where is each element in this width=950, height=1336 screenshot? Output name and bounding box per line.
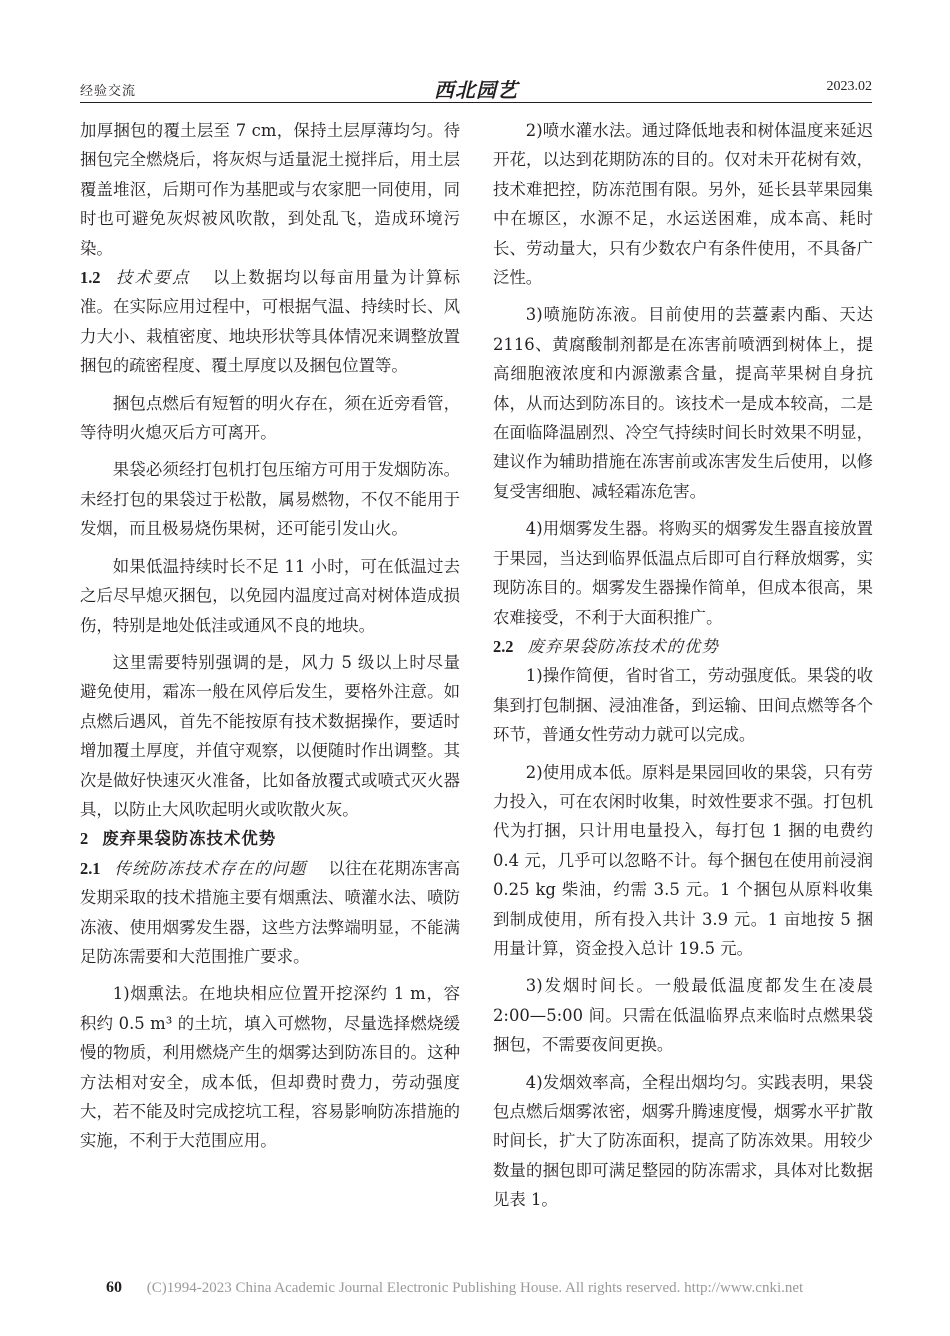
- heading-text: 以上数据均以每亩用量为计算标准。在实际应用过程中，可根据气温、持续时长、风力大小、栽植密度、地块形状等具体情况来调整放置捆包的疏密程度、覆土厚度以及捆包位置等。: [80, 268, 460, 376]
- copyright-footer: (C)1994-2023 China Academic Journal Electronic Publishing House. All rights reserved. http://www.cnki.net: [146, 1280, 804, 1296]
- running-header: [80, 70, 872, 103]
- left-column: [80, 116, 460, 1156]
- heading-title: 技术要点: [114, 268, 191, 288]
- heading-number: 2.1: [80, 858, 101, 878]
- heading-text: 以往在花期冻害高发期采取的技术措施主要有烟熏法、喷灌水法、喷防冻液、使用烟雾发生器，这些方法弊端明显，不能满足防冻需要和大范围推广要求。: [80, 858, 461, 966]
- paragraph: 捆包点燃后有短暂的明火存在，须在近旁看管，等待明火熄灭后方可离开。: [80, 393, 460, 443]
- paragraph: 1)操作简便，省时省工，劳动强度低。果袋的收集到打包制捆、浸油准备，到运输、田间点燃等各个环节，普通女性劳动力就可以完成。: [493, 666, 873, 745]
- section-heading-2: [80, 824, 460, 853]
- heading-number: 1.2: [80, 268, 101, 288]
- paragraph: 2)使用成本低。原料是果园回收的果袋，只有劳力投入，可在农闲时收集，时效性要求不强。打包机代为打捆，只计用电量投入，每打包 1 捆的电费约 0.4 元，几乎可以忽略不计。每个捆包在使用前浸润 0.25 kg 柴油，约需 3.5 元。1 个捆包从原料收集到制成使用，所有投入共计 3.9 元。1 亩地按 5 捆用量计算，资金投入总计 19.5 元。: [493, 762, 873, 958]
- heading-number: 2: [80, 829, 89, 849]
- paragraph: 果袋必须经打包机打包压缩方可用于发烟防冻。未经打包的果袋过于松散，属易燃物，不仅不能用于发烟，而且极易烧伤果树，还可能引发山火。: [80, 460, 460, 539]
- page-number: 60: [106, 1279, 122, 1296]
- paragraph: 如果低温持续时长不足 11 小时，可在低温过去之后尽早熄灭捆包，以免园内温度过高对树体造成损伤，特别是地处低洼或通风不良的地块。: [80, 556, 460, 635]
- heading-title: 废弃果袋防冻技术的优势: [527, 636, 719, 656]
- paragraph: 这里需要特别强调的是，风力 5 级以上时尽量避免使用，霜冻一般在风停后发生，要格外注意。如点燃后遇风，首先不能按原有技术数据操作，要适时增加覆土厚度，并值守观察，以便随时作出调整。其次是做好快速灭火准备，比如备放覆式或喷式灭火器具，以防止大风吹起明火或吹散火灰。: [80, 652, 460, 819]
- section-heading-1-2: [80, 263, 460, 381]
- paragraph: 3)喷施防冻液。目前使用的芸薹素内酯、天达 2116、黄腐酸制剂都是在冻害前喷洒到树体上，提高细胞液浓度和内源激素含量，提高苹果树自身抗体，从而达到防冻目的。该技术一是成本较高，二是在面临降温剧烈、冷空气持续时间长时效果不明显，建议作为辅助措施在冻害前或冻害发生后使用，以修复受害细胞、减轻霜冻危害。: [493, 305, 873, 501]
- paragraph: 3)发烟时间长。一般最低温度都发生在凌晨 2:00—5:00 间。只需在低温临界点来临时点燃果袋捆包，不需要夜间更换。: [493, 976, 873, 1055]
- heading-number: 2.2: [493, 636, 514, 656]
- issue-number: 2023.02: [826, 79, 872, 94]
- paragraph: 4)发烟效率高，全程出烟均匀。实践表明，果袋包点燃后烟雾浓密，烟雾升腾速度慢，烟雾水平扩散时间长，扩大了防冻面积，提高了防冻效果。用较少数量的捆包即可满足整园的防冻需求，具体对比数据见表 1。: [493, 1072, 873, 1210]
- section-label: 经验交流: [80, 84, 137, 99]
- paragraph: 加厚捆包的覆土层至 7 cm，保持土层厚薄均匀。待捆包完全燃烧后，将灰烬与适量泥土搅拌后，用土层覆盖堆沤，后期可作为基肥或与农家肥一同使用，同时也可避免灰烬被风吹散，到处乱飞，造成环境污染。: [80, 121, 460, 258]
- paragraph: 4)用烟雾发生器。将购买的烟雾发生器直接放置于果园，当达到临界低温点后即可自行释放烟雾，实现防冻目的。烟雾发生器操作简单，但成本很高，果农难接受，不利于大面积推广。: [493, 519, 873, 627]
- heading-title: 废弃果袋防冻技术优势: [102, 829, 277, 849]
- right-column: [493, 116, 873, 1215]
- section-heading-2-1: [80, 854, 460, 972]
- heading-title: 传统防冻技术存在的问题: [114, 858, 307, 878]
- paragraph: 1)烟熏法。在地块相应位置开挖深约 1 m，容积约 0.5 m³ 的土坑，填入可燃物，尽量选择燃烧缓慢的物质，利用燃烧产生的烟雾达到防冻目的。这种方法相对安全，成本低，但却费时费力，劳动强度大，若不能及时完成挖坑工程，容易影响防冻措施的实施，不利于大范围应用。: [80, 984, 460, 1151]
- paragraph: 2)喷水灌水法。通过降低地表和树体温度来延迟开花，以达到花期防冻的目的。仅对未开花树有效，技术难把控，防冻范围有限。另外，延长县苹果园集中在塬区，水源不足，水运送困难，成本高、耗时长、劳动量大，只有少数农户有条件使用，不具备广泛性。: [493, 121, 873, 288]
- section-heading-2-2: [493, 632, 873, 661]
- journal-logo: 西北园艺: [434, 78, 518, 102]
